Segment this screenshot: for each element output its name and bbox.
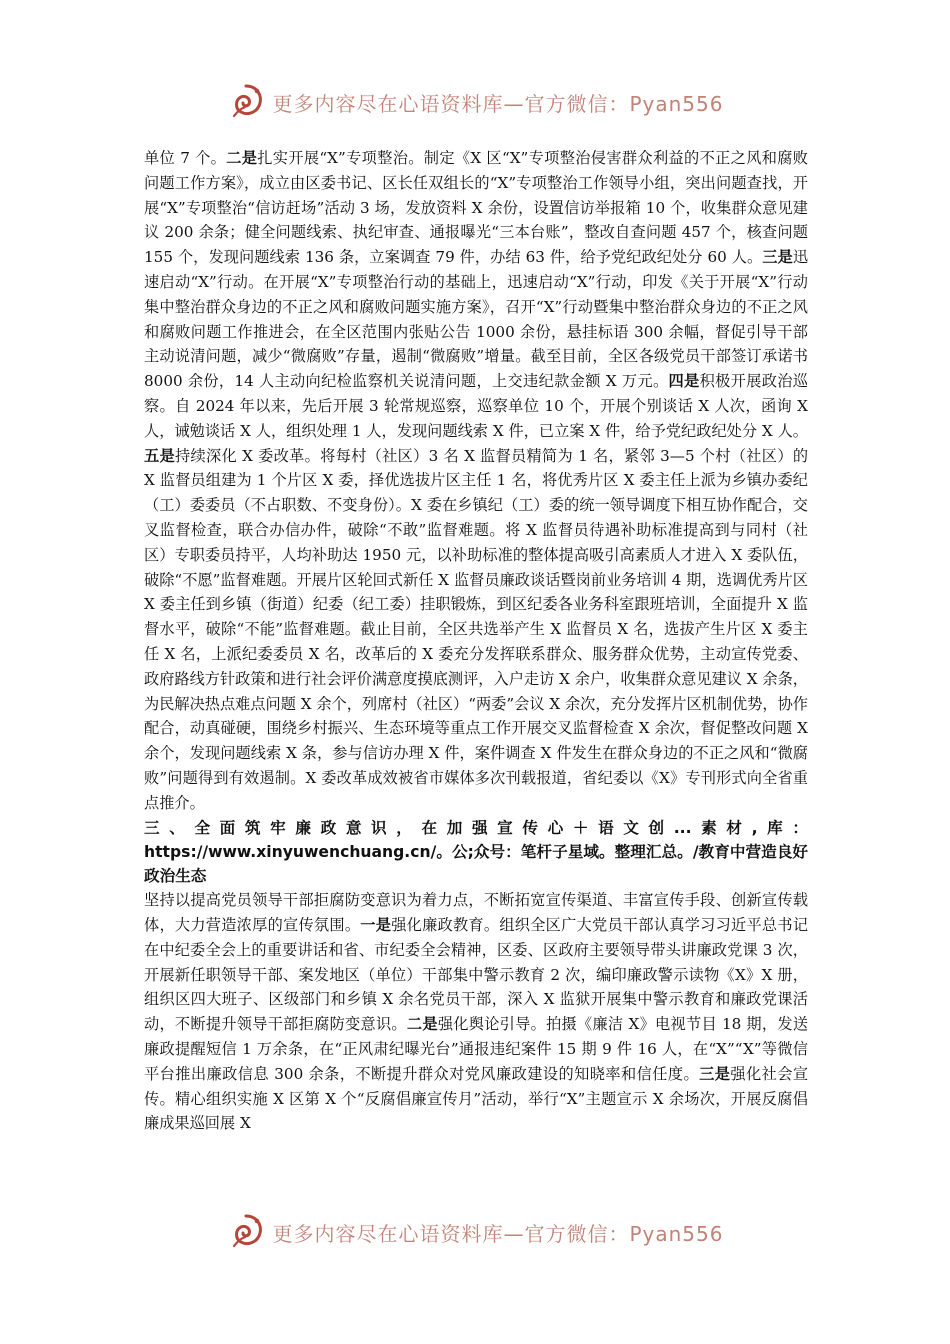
text-run: 单位 7 个。 [144, 149, 227, 167]
bold-keyword: 三是 [699, 1064, 731, 1083]
watermark-text: 更多内容尽在心语资料库—官方微信：Pyan556 [272, 91, 724, 116]
text-run: 坚持以提高党员领导干部拒腐防变意识为着力点，不断拓宽宣传渠道、丰富宣传手段、创新宣传载体，大力营造浓厚的宣传氛围。 [144, 891, 808, 934]
section-heading-three: 三、全面筑牢廉政意识，在加强宣传心＋语文创...素材,库：https://www.xinyuwenchuang.cn/。公;众号：笔杆子星域。整理汇总。/教育中营造良好政治生态 [144, 818, 808, 885]
text-run: 强化舆论引导。拍摄《廉洁 X》电视节目 18 期，发送廉政提醒短信 1 万余条，在“正风肃纪曝光台”通报违纪案件 15 期 9 件 16 人，在“X”“X”等微信平台推出廉政信息 300 余条，不断提升群众对党风廉政建设的知晓率和信任度。 [144, 1015, 809, 1083]
document-body [144, 146, 808, 1136]
bold-keyword: 三是 [762, 248, 793, 267]
swirl-logo-icon [226, 82, 266, 122]
bold-keyword: 一是 [360, 915, 392, 934]
bold-keyword: 四是 [668, 372, 700, 391]
text-run: 强化廉政教育。组织全区广大党员干部认真学习习近平总书记在中纪委全会上的重要讲话和省、市纪委全会精神，区委、区政府主要领导带头讲廉政党课 3 次，开展新任职领导干部、案发地区（单位）干部集中警示教育 2 次，编印廉政警示读物《X》X 册，组织区四大班子、区级部门和乡镇 X 余名党员干部，深入 X 监狱开展集中警示教育和廉政党课活动，不断提升领导干部拒腐防变意识。 [144, 915, 809, 1034]
paragraph-integrity-education [144, 888, 808, 1136]
bold-keyword: 二是 [226, 149, 258, 167]
text-run: 扎实开展“X”专项整治。制定《X 区“X”专项整治侵害群众利益的不正之风和腐败问题工作方案》，成立由区委书记、区长任双组长的“X”专项整治工作领导小组，突出问题查找，开展“X”专项整治“信访赶场”活动 3 场，发放资料 X 余份，设置信访举报箱 10 个，收集群众意见建议 200 余条；健全问题线索、执纪审查、通报曝光“三本台账”，整改自查问题 457 个，核查问题 155 个，发现问题线索 136 条，立案调查 79 件，办结 63 件，给予党纪政纪处分 60 人。 [144, 149, 808, 267]
watermark-text: 更多内容尽在心语资料库—官方微信：Pyan556 [272, 1221, 724, 1246]
text-run: 强化社会宣传。精心组织实施 X 区第 X 个“反腐倡廉宣传月”活动，举行“X”主题宣示 X 余场次，开展反腐倡廉成果巡回展 X [144, 1064, 809, 1133]
text-run: 迅速启动“X”行动。在开展“X”专项整治行动的基础上，迅速启动“X”行动，印发《关于开展“X”行动集中整治群众身边的不正之风和腐败问题实施方案》，召开“X”行动暨集中整治群众身边的不正之风和腐败问题工作推进会，在全区范围内张贴公告 1000 余份，悬挂标语 300 余幅，督促引导干部主动说清问题，减少“微腐败”存量，遏制“微腐败”增量。截至目前，全区各级党员干部签订承诺书 8000 余份，14 人主动向纪检监察机关说清问题，上交违纪款金额 X 万元。 [144, 248, 809, 391]
paragraph-supervision-reform [144, 146, 808, 816]
watermark-banner-top [0, 80, 950, 124]
text-run: 积极开展政治巡察。自 2024 年以来，先后开展 3 轮常规巡察，巡察单位 10 个，开展个别谈话 X 人次，函询 X 人，诫勉谈话 X 人，组织处理 1 人，发现问题线索 X 件，已立案 X 件，给予党纪政纪处分 X 人。 [144, 372, 808, 440]
swirl-logo-icon [226, 1212, 266, 1252]
text-run: 持续深化 X 委改革。将每村（社区）3 名 X 监督员精简为 1 名，紧邻 3—5 个村（社区）的 X 监督员组建为 1 个片区 X 委，择优选拔片区主任 1 名，将优秀片区 X 委主任上派为乡镇办委纪（工）委委员（不占职数、不变身份）。X 委在乡镇纪（工）委的统一领导调度下相互协作配合，交叉监督检查，联合办信办件，破除“不敢”监督难题。将 X 监督员待遇补助标准提高到与同村（社区）专职委员持平，人均补助达 1950 元，以补助标准的整体提高吸引高素质人才进入 X 委队伍，破除“不愿”监督难题。开展片区轮回式新任 X 监督员廉政谈话暨岗前业务培训 4 期，选调优秀片区 X 委主任到乡镇（街道）纪委（纪工委）挂职锻炼，到区纪委各业务科室跟班培训，全面提升 X 监督水平，破除“不能”监督难题。截止目前，全区共选举产生 X 监督员 X 名，选拔产生片区 X 委主任 X 名，上派纪委委员 X 名，改革后的 X 委充分发挥联系群众、服务群众优势，主动宣传党委、政府路线方针政策和进行社会评价满意度摸底测评，入户走访 X 余户，收集群众意见建议 X 余条，为民解决热点难点问题 X 余个，列席村（社区）“两委”会议 X 余次，充分发挥片区机制优势，协作配合，动真碰硬，围绕乡村振兴、生态环境等重点工作开展交叉监督检查 X 余次，督促整改问题 X 余个，发现问题线索 X 条，参与信访办理 X 件，案件调查 X 件发生在群众身边的不正之风和“微腐败”问题得到有效遏制。X 委改革成效被省市媒体多次刊载报道，省纪委以《X》专刊形式向全省重点推介。 [144, 446, 809, 812]
bold-keyword: 五是 [144, 446, 176, 465]
bold-keyword: 二是 [406, 1015, 438, 1034]
watermark-banner-bottom [0, 1210, 950, 1254]
